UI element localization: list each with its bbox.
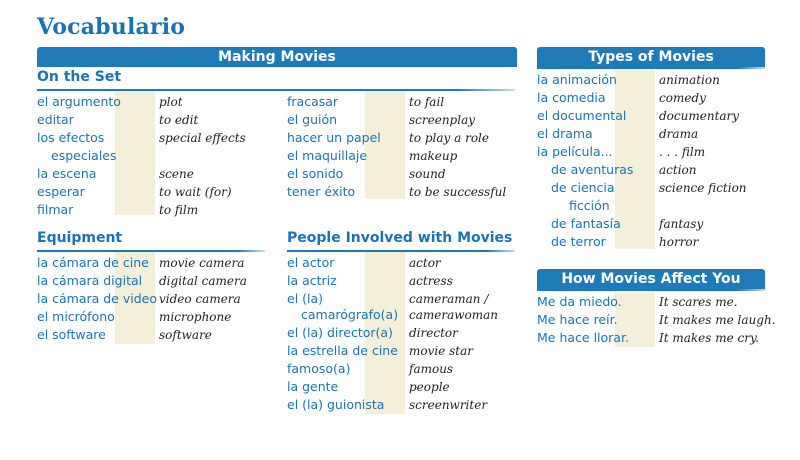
spanish-term: el (la) [287, 291, 324, 306]
spanish-term: el (la) guionista [287, 397, 385, 412]
spanish-term: la escena [37, 166, 97, 181]
english-term: to be successful [409, 185, 507, 199]
english-term: to play a role [409, 131, 489, 145]
vocab-row [287, 93, 506, 111]
vocab-row [537, 233, 747, 251]
vocab-row [537, 107, 747, 125]
spanish-term: la animación [537, 72, 617, 87]
people-heading: People Involved with Movies [287, 230, 513, 246]
vocab-row [287, 272, 498, 290]
spanish-term: editar [37, 112, 74, 127]
vocab-row [37, 111, 246, 129]
on-the-set-col2 [287, 93, 506, 201]
english-term: director [409, 326, 458, 340]
spanish-term-cont: especiales [51, 148, 117, 163]
english-term: actress [409, 274, 453, 288]
vocab-row [287, 378, 498, 396]
vocab-row [287, 111, 506, 129]
english-term: fantasy [659, 217, 704, 231]
vocab-row [537, 311, 776, 329]
english-term-cont: camerawoman [409, 308, 499, 322]
how-movies-affect-banner: How Movies Affect You [537, 269, 765, 289]
vocab-row [37, 201, 246, 219]
on-the-set-heading: On the Set [37, 69, 122, 85]
spanish-term: Me da miedo. [537, 294, 622, 309]
vocab-row [537, 71, 747, 89]
english-term: screenwriter [409, 398, 488, 412]
people-list [287, 254, 498, 414]
english-term: famous [409, 362, 454, 376]
vocab-row [287, 254, 498, 272]
vocab-row [537, 329, 776, 347]
spanish-term: de terror [551, 234, 606, 249]
vocab-row [287, 396, 498, 414]
spanish-term: el (la) director(a) [287, 325, 393, 340]
on-the-set-col1 [37, 93, 246, 219]
on-the-set-rule [37, 89, 515, 91]
english-term: to film [159, 203, 199, 217]
english-term: to fail [409, 95, 445, 109]
english-term: horror [659, 235, 699, 249]
english-term: comedy [659, 91, 706, 105]
spanish-term: la cámara de video [37, 291, 157, 306]
vocab-row [37, 308, 247, 326]
vocab-row [287, 342, 498, 360]
making-movies-banner: Making Movies [37, 47, 517, 67]
spanish-term-cont: camarógrafo(a) [301, 307, 399, 322]
english-term: drama [659, 127, 699, 141]
spanish-term: la cámara digital [37, 273, 143, 288]
english-term: digital camera [159, 274, 247, 288]
vocab-row [37, 147, 246, 165]
types-of-movies-banner: Types of Movies [537, 47, 765, 67]
vocab-row [37, 272, 247, 290]
vocab-row [37, 93, 246, 111]
spanish-term: el micrófono [37, 309, 115, 324]
spanish-term: esperar [37, 184, 85, 199]
english-term: special effects [159, 131, 246, 145]
english-term: video camera [159, 292, 241, 306]
spanish-term-cont: ficción [569, 198, 610, 213]
english-term: screenplay [409, 113, 475, 127]
vocab-row [287, 147, 506, 165]
vocab-row [537, 89, 747, 107]
page-title: Vocabulario [37, 14, 186, 40]
english-term: science fiction [659, 181, 747, 195]
spanish-term: el software [37, 327, 106, 342]
vocab-row [37, 290, 247, 308]
spanish-term: la comedia [537, 90, 606, 105]
vocab-row [537, 179, 747, 197]
vocab-row [37, 165, 246, 183]
types-list [537, 71, 747, 251]
spanish-term: la actriz [287, 273, 337, 288]
english-term: cameraman / [409, 292, 489, 306]
vocab-row [287, 165, 506, 183]
vocab-row [37, 129, 246, 147]
vocab-row [37, 326, 247, 344]
english-term: action [659, 163, 697, 177]
spanish-term: el argumento [37, 94, 121, 109]
spanish-term: fracasar [287, 94, 339, 109]
vocab-row [287, 183, 506, 201]
vocab-row [537, 143, 747, 161]
vocab-row [287, 324, 498, 342]
spanish-term: de aventuras [551, 162, 634, 177]
spanish-term: el maquillaje [287, 148, 368, 163]
spanish-term: el sonido [287, 166, 344, 181]
spanish-term: el documental [537, 108, 627, 123]
vocab-row [537, 215, 747, 233]
vocab-row [37, 254, 247, 272]
spanish-term: famoso(a) [287, 361, 351, 376]
spanish-term: de ciencia [551, 180, 615, 195]
spanish-term: el guión [287, 112, 338, 127]
spanish-term: la película... [537, 144, 613, 159]
equipment-list [37, 254, 247, 344]
english-term: software [159, 328, 212, 342]
vocab-row [537, 161, 747, 179]
english-term: It makes me laugh. [659, 313, 776, 327]
spanish-term: Me hace llorar. [537, 330, 629, 345]
spanish-term: la cámara de cine [37, 255, 149, 270]
spanish-term: la gente [287, 379, 339, 394]
spanish-term: los efectos [37, 130, 105, 145]
spanish-term: de fantasía [551, 216, 621, 231]
vocab-row [287, 306, 498, 324]
spanish-term: Me hace reír. [537, 312, 618, 327]
english-term: animation [659, 73, 720, 87]
spanish-term: filmar [37, 202, 74, 217]
vocab-row [37, 183, 246, 201]
english-term: to edit [159, 113, 199, 127]
english-term: movie camera [159, 256, 245, 270]
english-term: documentary [659, 109, 740, 123]
vocab-row [537, 293, 776, 311]
vocab-row [537, 125, 747, 143]
spanish-term: tener éxito [287, 184, 356, 199]
english-term: plot [159, 95, 183, 109]
english-term: It scares me. [659, 295, 738, 309]
spanish-term: hacer un papel [287, 130, 381, 145]
english-term: sound [409, 167, 446, 181]
english-term: to wait (for) [159, 185, 232, 199]
english-term: actor [409, 256, 441, 270]
vocab-row [287, 129, 506, 147]
vocab-row [287, 360, 498, 378]
english-term: It makes me cry. [659, 331, 760, 345]
equipment-heading: Equipment [37, 230, 123, 246]
vocab-row [537, 197, 747, 215]
english-term: . . . film [659, 145, 706, 159]
affect-list [537, 293, 776, 347]
english-term: people [409, 380, 450, 394]
english-term: scene [159, 167, 194, 181]
spanish-term: la estrella de cine [287, 343, 398, 358]
english-term: makeup [409, 149, 458, 163]
english-term: movie star [409, 344, 474, 358]
spanish-term: el drama [537, 126, 593, 141]
english-term: microphone [159, 310, 232, 324]
spanish-term: el actor [287, 255, 335, 270]
